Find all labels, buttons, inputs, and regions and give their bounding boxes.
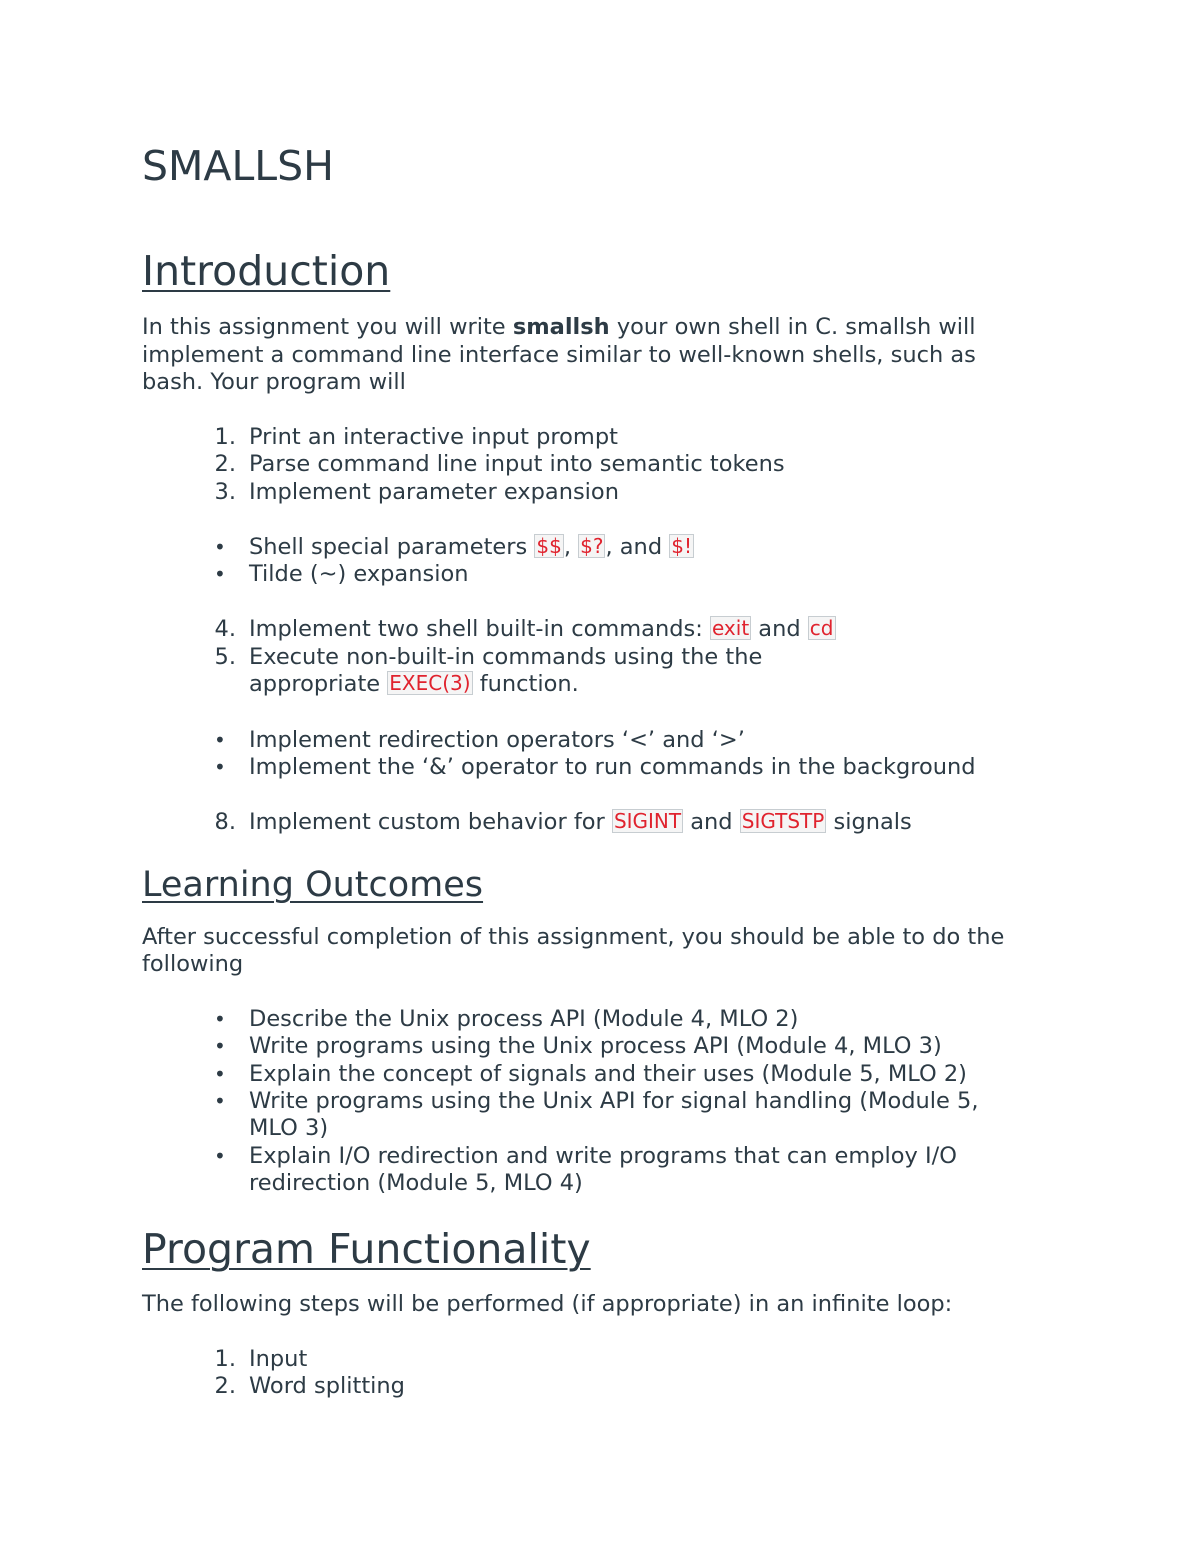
list-text: Explain I/O redirection and write programs that can employ I/O (249, 1143, 957, 1169)
list-text: Execute non-built-in commands using the the (249, 644, 763, 670)
list-text: Write programs using the Unix API for signal handling (Module 5, (249, 1088, 979, 1114)
bullet-icon: • (214, 1062, 226, 1086)
bullet-icon: • (214, 728, 226, 752)
code-sigint: SIGINT (613, 809, 682, 833)
list-text: Input (249, 1346, 308, 1372)
list-text: Write programs using the Unix process API (Module 4, MLO 3) (249, 1033, 942, 1059)
intro-paragraph-line-3: bash. Your program will (142, 369, 406, 395)
list-number: 1. (214, 1346, 236, 1372)
list-text: Implement parameter expansion (249, 479, 619, 505)
functionality-paragraph: The following steps will be performed (if appropriate) in an infinite loop: (142, 1291, 953, 1317)
code-param-status: $? (580, 534, 604, 558)
list-text: Tilde (~) expansion (249, 561, 469, 587)
intro-paragraph-line-1: In this assignment you will write smallsh your own shell in C. smallsh will (142, 314, 976, 340)
heading-learning-outcomes: Learning Outcomes (142, 865, 484, 905)
list-number: 2. (214, 451, 236, 477)
bullet-icon: • (214, 755, 226, 779)
list-number: 4. (214, 616, 236, 642)
heading-program-functionality: Program Functionality (142, 1225, 591, 1273)
list-number: 2. (214, 1373, 236, 1399)
smallsh-bold: smallsh (512, 314, 610, 340)
code-cd: cd (809, 616, 834, 640)
code-sigtstp: SIGTSTP (741, 809, 825, 833)
outcomes-paragraph-line-2: following (142, 951, 244, 977)
list-text: Implement redirection operators ‘<’ and ‘>’ (249, 727, 745, 753)
list-text: Describe the Unix process API (Module 4, MLO 2) (249, 1006, 799, 1032)
heading-introduction: Introduction (142, 247, 391, 295)
code-exit: exit (711, 616, 750, 640)
bullet-icon: • (214, 1089, 226, 1113)
list-number: 8. (214, 809, 236, 835)
bullet-icon: • (214, 535, 226, 559)
list-text: Parse command line input into semantic tokens (249, 451, 785, 477)
list-text: Explain the concept of signals and their uses (Module 5, MLO 2) (249, 1061, 967, 1087)
code-param-pid: $$ (536, 534, 562, 558)
list-number: 5. (214, 644, 236, 670)
list-text: MLO 3) (249, 1115, 329, 1141)
list-text: Word splitting (249, 1373, 405, 1399)
code-exec: EXEC(3) (389, 671, 471, 695)
list-text: Implement the ‘&’ operator to run commands in the background (249, 754, 976, 780)
bullet-icon: • (214, 1144, 226, 1168)
document-title: SMALLSH (142, 142, 334, 190)
bullet-icon: • (214, 1007, 226, 1031)
list-number: 3. (214, 479, 236, 505)
list-text: Print an interactive input prompt (249, 424, 618, 450)
code-param-bgpid: $! (671, 534, 693, 558)
bullet-icon: • (214, 562, 226, 586)
list-number: 1. (214, 424, 236, 450)
intro-paragraph-line-2: implement a command line interface similar to well-known shells, such as (142, 342, 976, 368)
list-text: redirection (Module 5, MLO 4) (249, 1170, 583, 1196)
outcomes-paragraph-line-1: After successful completion of this assignment, you should be able to do the (142, 924, 1005, 950)
bullet-icon: • (214, 1034, 226, 1058)
